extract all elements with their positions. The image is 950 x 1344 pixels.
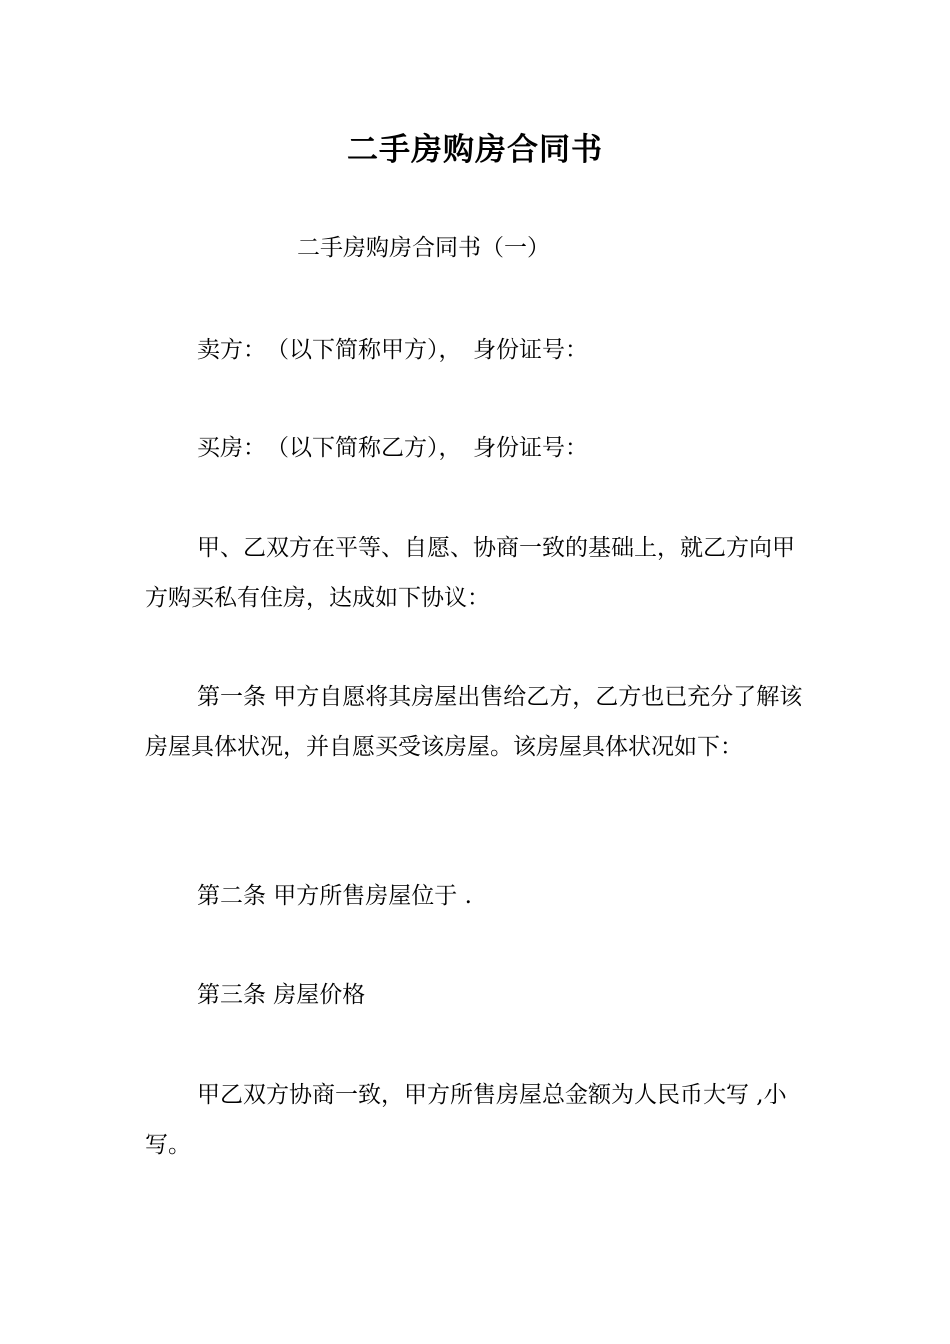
article-two-paragraph: 第二条 甲方所售房屋位于 . [197,883,472,909]
agreement-intro-paragraph: 甲、乙双方在平等、自愿、协商一致的基础上，就乙方向甲方购买私有住房，达成如下协议： [145,535,795,611]
price-paragraph: 甲乙双方协商一致，甲方所售房屋总金额为人民币大写 ,小写。 [145,1082,787,1158]
seller-line: 卖方： （以下简称甲方）， 身份证号： [197,337,588,363]
article-one-paragraph: 第一条 甲方自愿将其房屋出售给乙方，乙方也已充分了解该房屋具体状况，并自愿买受该房屋。该房屋具体状况如下： [145,684,803,760]
document-subtitle: 二手房购房合同书（一） [297,235,550,261]
buyer-line: 买房： （以下简称乙方）， 身份证号： [197,435,588,461]
document-title: 二手房购房合同书 [347,132,603,168]
article-three-heading: 第三条 房屋价格 [197,982,366,1008]
